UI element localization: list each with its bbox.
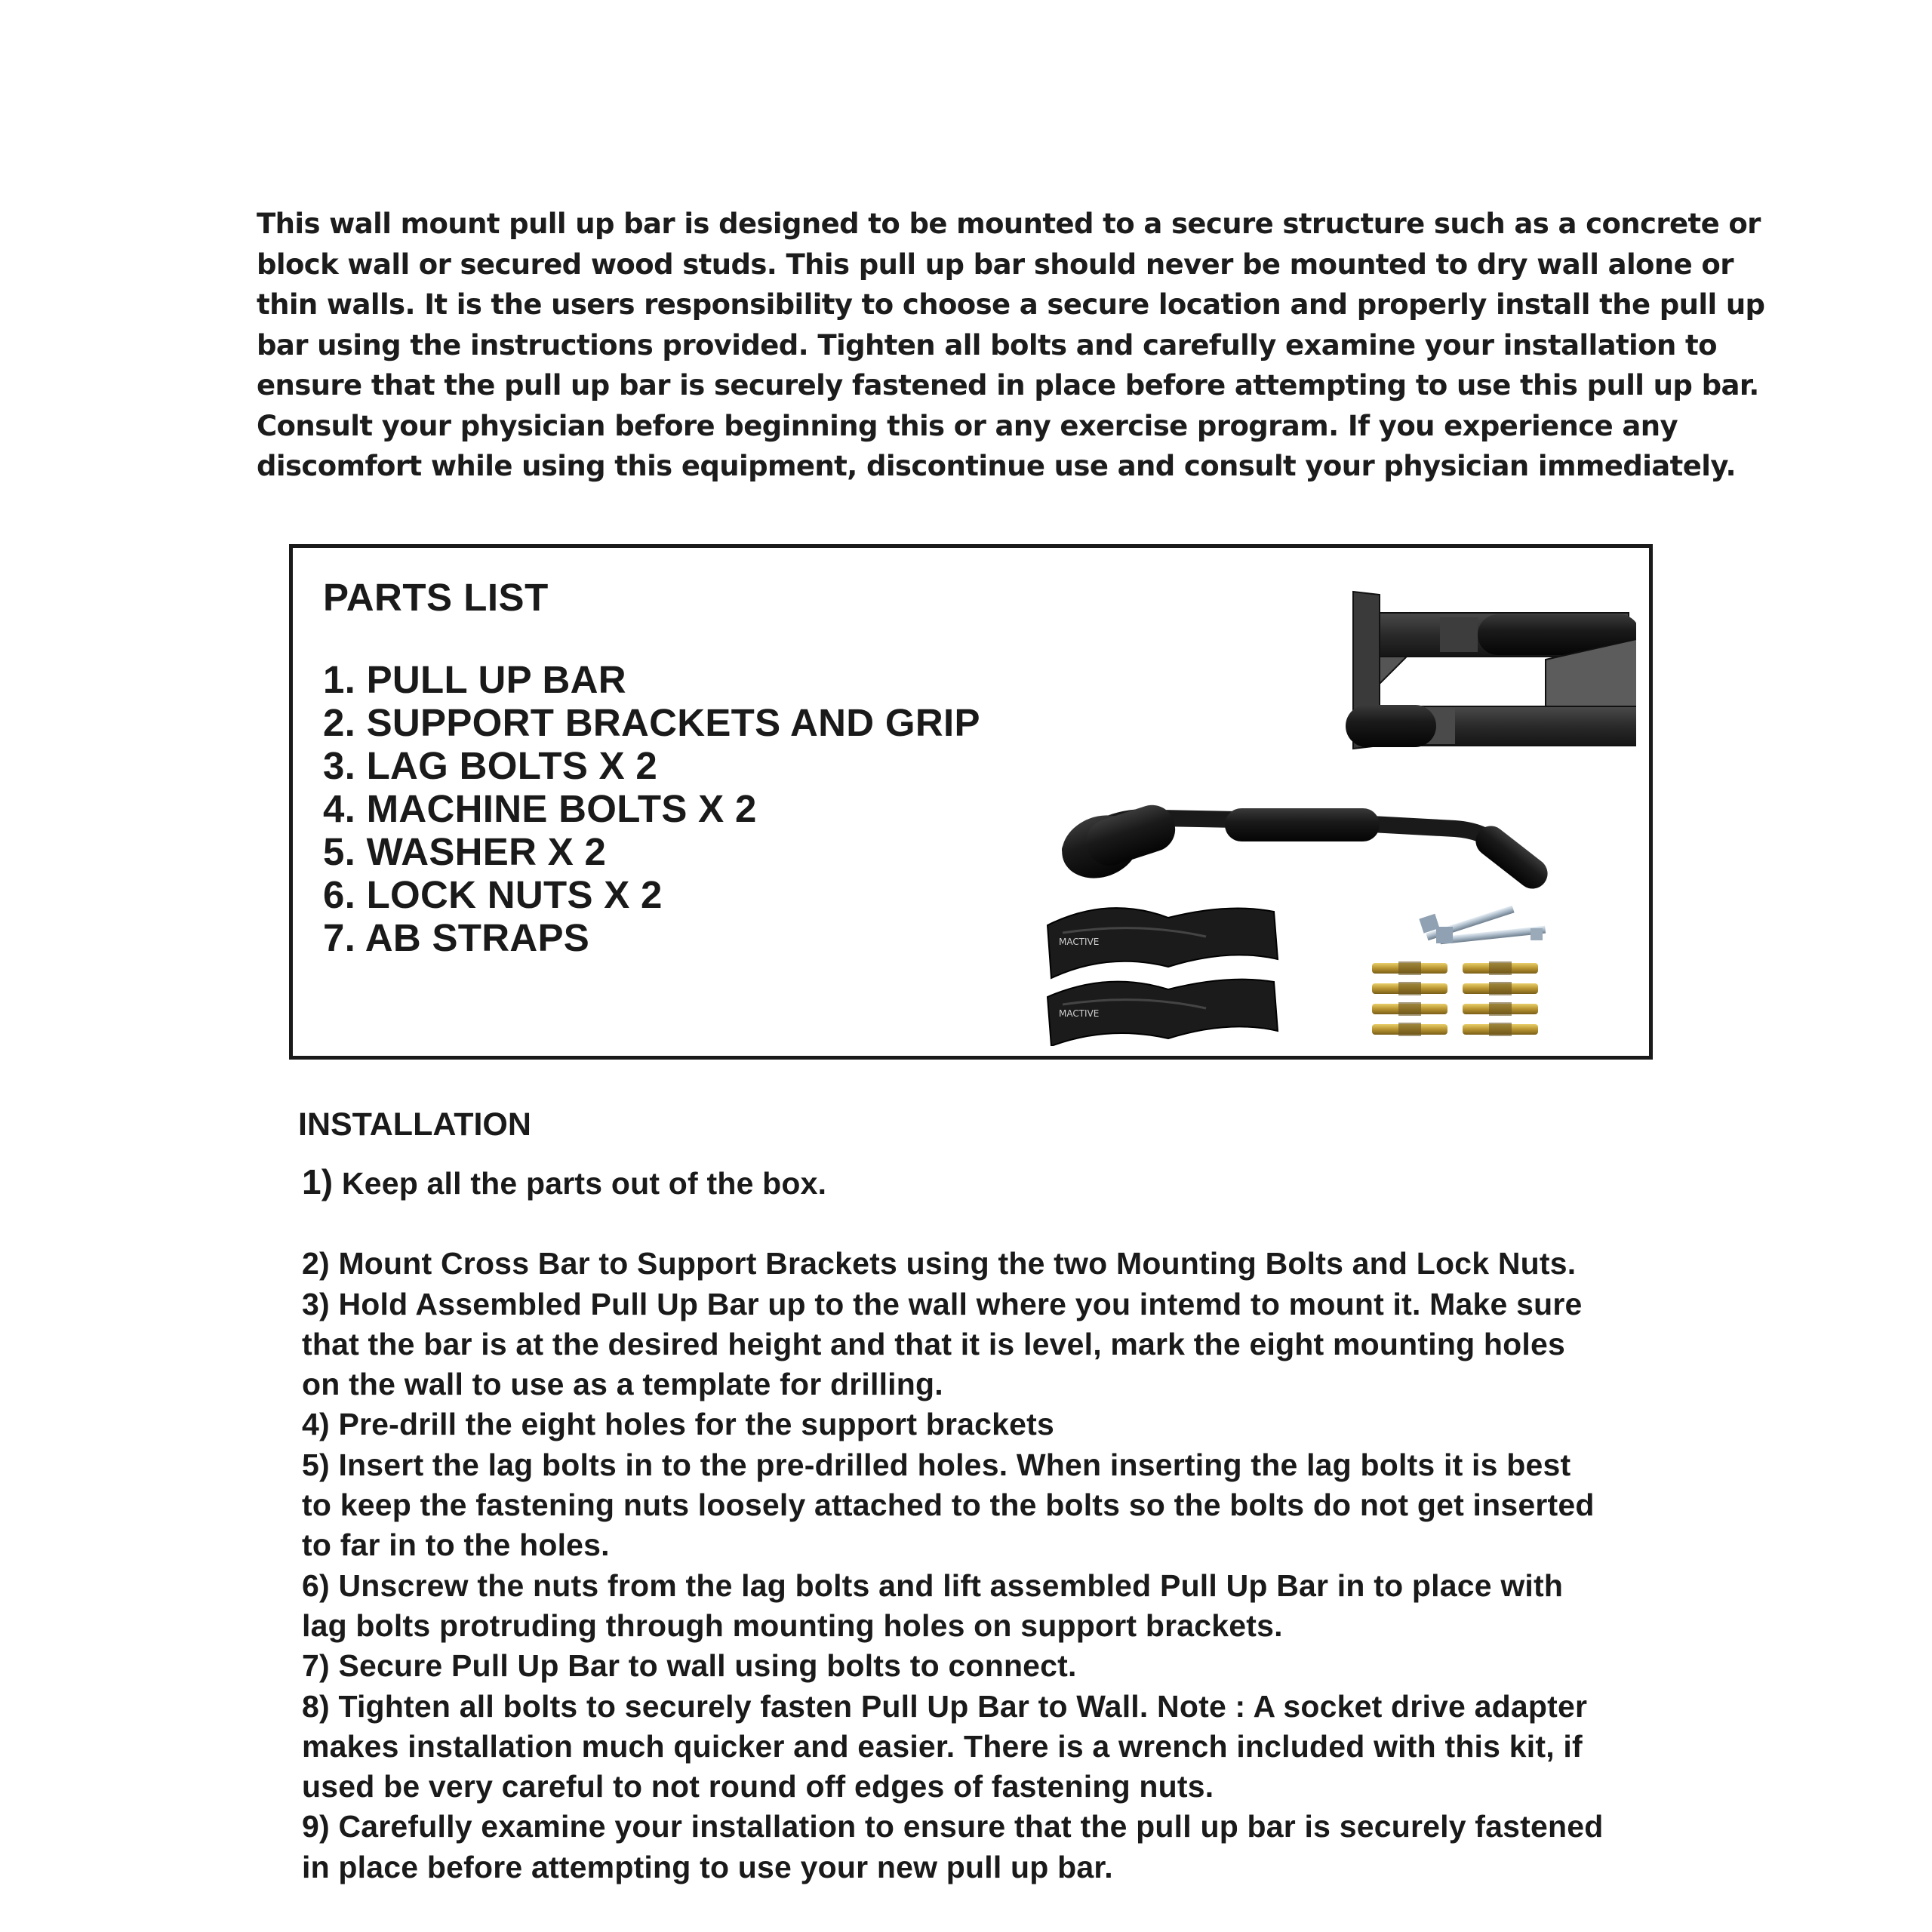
disclaimer-line: Consult your physician before beginning this or any exercise program. If you experience any <box>257 409 1678 442</box>
parts-list-item: 1. PULL UP BAR <box>323 658 626 701</box>
installation-step-8 <box>302 1687 1736 1807</box>
machine-bolts-image <box>1419 906 1546 945</box>
parts-list-item: 6. LOCK NUTS X 2 <box>323 873 663 916</box>
step-line: 6) Unscrew the nuts from the lag bolts and lift assembled Pull Up Bar in to place with <box>302 1567 1564 1603</box>
step-line: lag bolts protruding through mounting holes on support brackets. <box>302 1607 1283 1643</box>
step-text: Keep all the parts out of the box. <box>333 1166 827 1201</box>
step-line: to keep the fastening nuts loosely attached to the bolts so the bolts do not get inserted <box>302 1487 1595 1523</box>
disclaimer-line: bar using the instructions provided. Tighten all bolts and carefully examine your installation to <box>257 328 1717 361</box>
installation-step-9 <box>302 1807 1736 1887</box>
step-line: on the wall to use as a template for drilling. <box>302 1367 943 1402</box>
strap-brand-label: MACTIVE <box>1059 937 1100 947</box>
installation-steps <box>302 1162 1736 1887</box>
disclaimer-line: thin walls. It is the users responsibility to choose a secure location and properly install the pull up <box>257 288 1765 321</box>
step-line: in place before attempting to use your new pull up bar. <box>302 1849 1113 1884</box>
parts-list-title: PARTS LIST <box>323 576 549 619</box>
step-line: 2) Mount Cross Bar to Support Brackets using the two Mounting Bolts and Lock Nuts. <box>302 1246 1577 1281</box>
installation-step-4 <box>302 1404 1736 1444</box>
installation-step-5 <box>302 1445 1736 1566</box>
step-line: used be very careful to not round off edges of fastening nuts. <box>302 1769 1214 1804</box>
lag-bolts-image <box>1372 961 1538 1036</box>
ab-straps-image <box>1048 908 1278 1046</box>
strap-brand-label: MACTIVE <box>1059 1008 1100 1019</box>
step-line: 8) Tighten all bolts to securely fasten Pull Up Bar to Wall. Note : A socket drive adapter <box>302 1688 1588 1724</box>
parts-list-item: 7. AB STRAPS <box>323 916 590 959</box>
installation-step-7 <box>302 1646 1736 1686</box>
disclaimer-line: ensure that the pull up bar is securely fastened in place before attempting to use this pull up bar. <box>257 369 1759 401</box>
parts-list-box <box>289 544 1653 1060</box>
step-line: 9) Carefully examine your installation to ensure that the pull up bar is securely fastened <box>302 1809 1604 1844</box>
parts-list-item: 2. SUPPORT BRACKETS AND GRIP <box>323 701 980 744</box>
parts-list-item: 5. WASHER X 2 <box>323 830 607 873</box>
disclaimer-line: This wall mount pull up bar is designed to be mounted to a secure structure such as a concrete or <box>257 208 1761 240</box>
parts-list-item: 4. MACHINE BOLTS X 2 <box>323 787 757 830</box>
disclaimer-line: discomfort while using this equipment, discontinue use and consult your physician immediately. <box>257 450 1736 482</box>
step-line: makes installation much quicker and easier. There is a wrench included with this kit, if <box>302 1728 1583 1764</box>
parts-list-item: 3. LAG BOLTS X 2 <box>323 744 658 787</box>
parts-list <box>323 658 980 959</box>
installation-step-3 <box>302 1284 1736 1405</box>
product-parts-image <box>1017 563 1636 1046</box>
pull-up-bar-image <box>1053 799 1553 895</box>
step-number: 1) <box>302 1162 334 1201</box>
step-line: to far in to the holes. <box>302 1527 610 1563</box>
step-line: 5) Insert the lag bolts in to the pre-drilled holes. When inserting the lag bolts it is best <box>302 1447 1571 1482</box>
installation-step-2 <box>302 1244 1736 1284</box>
step-line: 7) Secure Pull Up Bar to wall using bolts to connect. <box>302 1648 1077 1684</box>
step-line: 3) Hold Assembled Pull Up Bar up to the wall where you intemd to mount it. Make sure <box>302 1286 1583 1321</box>
installation-title: INSTALLATION <box>298 1106 531 1143</box>
disclaimer-line: block wall or secured wood studs. This pull up bar should never be mounted to dry wall alone or <box>257 248 1734 281</box>
installation-step-6 <box>302 1566 1736 1647</box>
disclaimer-paragraph <box>257 204 1765 487</box>
step-line: that the bar is at the desired height and that it is level, mark the eight mounting holes <box>302 1326 1565 1361</box>
step-line: 4) Pre-drill the eight holes for the support brackets <box>302 1407 1055 1442</box>
installation-step-1 <box>302 1162 1736 1204</box>
